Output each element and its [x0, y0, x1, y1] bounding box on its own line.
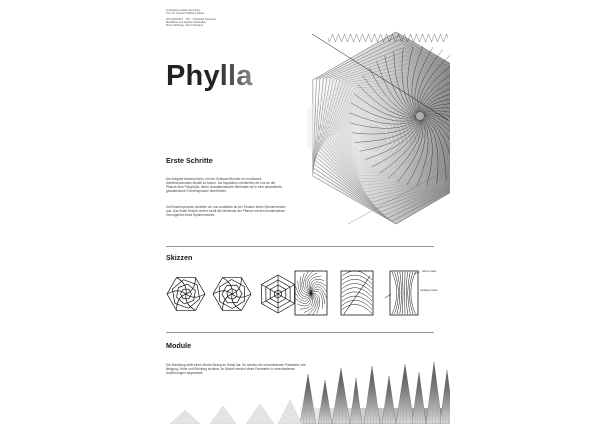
meta-line: Architekturmodelle Geometrie [166, 9, 201, 12]
meta-line: WS 2016/2017 · TFK · Urbanistik Semester [166, 17, 216, 21]
section-heading-first-steps: Erste Schritte [166, 156, 213, 165]
section-divider [166, 246, 434, 247]
sketch-annotation-upper: höhere Kante [422, 270, 437, 273]
section-heading-sketches: Skizzen [166, 253, 193, 262]
meta-line: Modellbau und Digitale Fabrikation [166, 20, 206, 24]
sketch-annotation-lower: niedrigere Kante [420, 289, 438, 292]
meta-line: Bruno Wolfinger, Wout Pieckens [166, 24, 204, 28]
sketch-hexagon-spiral-a [164, 272, 208, 316]
meta-header [166, 9, 296, 27]
sketch-curved-panel [340, 270, 374, 316]
hexagonal-spiral-render [288, 28, 450, 234]
sketch-dense-swirl [294, 270, 328, 316]
meta-line: Prof. Dr. Friedrich Wilhelm Boeck [166, 12, 205, 16]
section-divider [166, 332, 434, 333]
module-ridge-render [150, 360, 450, 424]
sketch-annotated-panel [384, 268, 420, 318]
section-heading-modules: Module [166, 341, 192, 350]
page-title: Phylla [166, 60, 253, 92]
first-steps-paragraph-2: Im Entwurfsprozess richteten wir uns zusätzlich an der Struktur eines Spinnennetzes aus. Das finale Modell vereint somit die Merkmale der Pflanze mit dem konstruktiven Grundgerüst eines Spinnennetzes. [166, 205, 286, 218]
modules-paragraph: Die Abbildung stellt einen Modul-Strang im Detail dar. So werden die verschiedenen Parameter wie Neigung, Höhe und Richtung sichtbar. Im Modell werden diese Parameter in verschiedenen Ausführungen angewandt. [166, 363, 306, 376]
sketch-hexagon-spiral-b [210, 272, 254, 316]
poster-page [150, 0, 450, 424]
first-steps-paragraph-1: Die Aufgabe bestand darin, mit der Software Blender ein modulares, dreidimensionales Modell zu bauen. Als Inspiration orientierten wir uns an der Pflanze Aloe Polyphylla, deren charakteristische Merkmale wir in eine abstrahierte, gestalterische Formensprache überführten. [166, 177, 283, 194]
